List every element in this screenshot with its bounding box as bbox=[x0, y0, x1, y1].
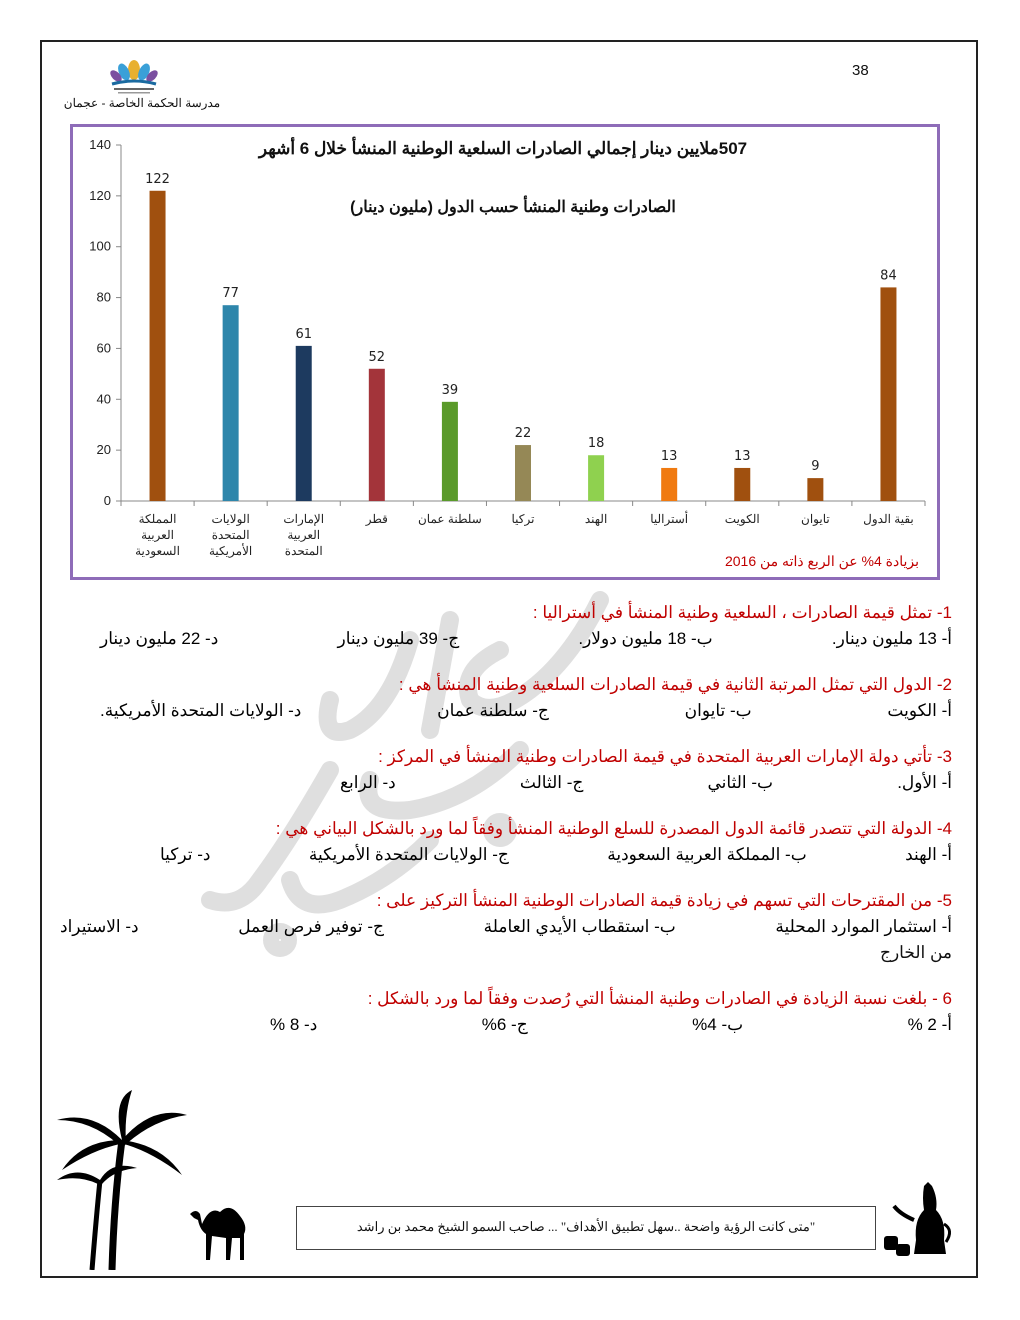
y-tick-label: 20 bbox=[96, 442, 111, 458]
question-5 bbox=[60, 888, 952, 966]
data-label: 77 bbox=[222, 286, 239, 302]
y-tick-label: 100 bbox=[89, 238, 111, 254]
option-b[interactable]: ب- 4% bbox=[692, 1015, 744, 1034]
y-tick-label: 120 bbox=[89, 187, 111, 203]
y-tick-label: 40 bbox=[96, 391, 111, 407]
questions-list bbox=[60, 600, 952, 1058]
category-label: أستراليا bbox=[650, 512, 689, 526]
option-d[interactable]: د- الرابع bbox=[340, 773, 396, 792]
quote-text: "متى كانت الرؤية واضحة ..سهل تطبيق الأهداف" ... صاحب السمو الشيخ محمد بن راشد bbox=[356, 1219, 816, 1234]
category-label: الكويت bbox=[724, 512, 760, 526]
question-text: 2- الدول التي تمثل المرتبة الثانية في قيمة الصادرات السلعية وطنية المنشأ هي : bbox=[398, 675, 952, 694]
category-label: المملكة bbox=[138, 512, 177, 526]
options-row bbox=[100, 698, 952, 724]
option-a[interactable]: أ- الهند bbox=[905, 845, 952, 864]
school-logo-icon bbox=[104, 52, 164, 96]
bar bbox=[442, 402, 458, 501]
question-text: 3- تأتي دولة الإمارات العربية المتحدة في قيمة الصادرات وطنية المنشأ في المركز : bbox=[378, 747, 952, 766]
category-label: سلطنة عمان bbox=[417, 512, 482, 526]
options-row bbox=[100, 1012, 952, 1038]
chart-note: بزيادة 4% عن الربع ذاته من 2016 bbox=[724, 553, 919, 569]
school-name: مدرسة الحكمة الخاصة - عجمان bbox=[63, 96, 221, 110]
category-label: العربية bbox=[141, 528, 174, 542]
option-b[interactable]: ب- تايوان bbox=[684, 701, 752, 720]
bar bbox=[807, 478, 823, 501]
category-label: الأمريكية bbox=[209, 544, 253, 558]
question-text: 5- من المقترحات التي تسهم في زيادة قيمة الصادرات الوطنية المنشأ التركيز على : bbox=[376, 891, 952, 910]
category-label: المتحدة bbox=[284, 544, 323, 558]
y-tick-label: 60 bbox=[96, 340, 111, 356]
option-a[interactable]: أ- 13 مليون دينار. bbox=[831, 629, 952, 648]
chart-container bbox=[70, 124, 940, 580]
chart-title: 507ملايين دينار إجمالي الصادرات السلعية الوطنية المنشأ خلال 6 أشهر bbox=[258, 139, 748, 158]
y-tick-label: 0 bbox=[103, 493, 111, 508]
category-label: تركيا bbox=[511, 512, 535, 526]
option-a[interactable]: أ- استثمار الموارد المحلية bbox=[775, 917, 952, 936]
bar bbox=[369, 369, 385, 501]
camel-icon bbox=[186, 1200, 256, 1262]
y-tick-label: 80 bbox=[96, 289, 111, 305]
option-d-continued: من الخارج bbox=[879, 943, 952, 962]
option-a[interactable]: أ- الأول. bbox=[897, 773, 952, 792]
option-d[interactable]: د- الاستيراد bbox=[60, 917, 139, 936]
palm-tree-icon bbox=[52, 1090, 192, 1270]
option-b[interactable]: ب- 18 مليون دولار. bbox=[578, 629, 713, 648]
question-text: 6 - بلغت نسبة الزيادة في الصادرات وطنية المنشأ التي رُصدت وفقاً لما ورد بالشكل : bbox=[367, 989, 952, 1008]
option-a[interactable]: أ- 2 % bbox=[907, 1015, 952, 1034]
bar-chart bbox=[73, 127, 937, 577]
data-label: 122 bbox=[145, 171, 170, 187]
bar bbox=[734, 468, 750, 501]
data-label: 22 bbox=[514, 426, 532, 442]
data-label: 39 bbox=[441, 382, 459, 398]
category-label: الولايات bbox=[211, 512, 250, 526]
coffee-pot-icon bbox=[880, 1180, 960, 1260]
category-label: الإمارات bbox=[283, 512, 325, 526]
category-label: قطر bbox=[365, 512, 388, 526]
question-1 bbox=[100, 600, 952, 652]
category-label: العربية bbox=[287, 528, 321, 542]
option-c[interactable]: ج- سلطنة عمان bbox=[437, 701, 549, 720]
option-d[interactable]: د- الولايات المتحدة الأمريكية. bbox=[100, 701, 302, 720]
category-label: المتحدة bbox=[211, 528, 250, 542]
quote-box bbox=[296, 1206, 876, 1250]
question-text: 4- الدولة التي تتصدر قائمة الدول المصدرة للسلع الوطنية المنشأ وفقاً لما ورد بالشكل البياني هي : bbox=[275, 819, 952, 838]
page-number: 38 bbox=[852, 62, 869, 79]
option-a[interactable]: أ- الكويت bbox=[887, 701, 952, 720]
bar bbox=[150, 191, 166, 501]
bar bbox=[515, 445, 531, 501]
option-c[interactable]: ج- 6% bbox=[481, 1015, 528, 1034]
option-c[interactable]: ج- 39 مليون دينار bbox=[337, 629, 460, 648]
category-label: السعودية bbox=[135, 544, 180, 558]
data-label: 84 bbox=[880, 268, 897, 284]
question-6 bbox=[100, 986, 952, 1038]
question-text: 1- تمثل قيمة الصادرات ، السلعية وطنية المنشأ في أستراليا : bbox=[532, 603, 952, 622]
bar bbox=[223, 305, 239, 501]
y-tick-label: 140 bbox=[89, 137, 111, 152]
options-row bbox=[100, 626, 952, 652]
option-c[interactable]: ج- توفير فرص العمل bbox=[238, 917, 385, 936]
option-b[interactable]: ب- استقطاب الأيدي العاملة bbox=[483, 917, 676, 936]
data-label: 13 bbox=[733, 448, 751, 464]
data-label: 52 bbox=[368, 349, 386, 365]
category-label: الهند bbox=[584, 512, 608, 526]
data-label: 9 bbox=[811, 459, 820, 475]
option-b[interactable]: ب- المملكة العربية السعودية bbox=[607, 845, 807, 864]
options-row bbox=[60, 914, 952, 940]
question-3 bbox=[100, 744, 952, 796]
data-label: 13 bbox=[660, 448, 678, 464]
options-row bbox=[100, 842, 952, 868]
bar bbox=[880, 287, 896, 501]
bar bbox=[296, 346, 312, 501]
bar bbox=[588, 455, 604, 501]
option-d[interactable]: د- 8 % bbox=[270, 1015, 318, 1034]
category-label: تايوان bbox=[801, 512, 830, 526]
chart-subtitle: الصادرات وطنية المنشأ حسب الدول (مليون دينار) bbox=[350, 199, 676, 216]
category-label: بقية الدول bbox=[863, 512, 914, 526]
option-c[interactable]: ج- الولايات المتحدة الأمريكية bbox=[308, 845, 509, 864]
options-row bbox=[100, 770, 952, 796]
option-b[interactable]: ب- الثاني bbox=[707, 773, 774, 792]
option-d[interactable]: د- تركيا bbox=[160, 845, 211, 864]
bar bbox=[661, 468, 677, 501]
data-label: 18 bbox=[587, 436, 605, 452]
data-label: 61 bbox=[295, 326, 313, 342]
option-d[interactable]: د- 22 مليون دينار bbox=[100, 629, 219, 648]
question-4 bbox=[100, 816, 952, 868]
question-2 bbox=[100, 672, 952, 724]
option-c[interactable]: ج- الثالث bbox=[519, 773, 584, 792]
